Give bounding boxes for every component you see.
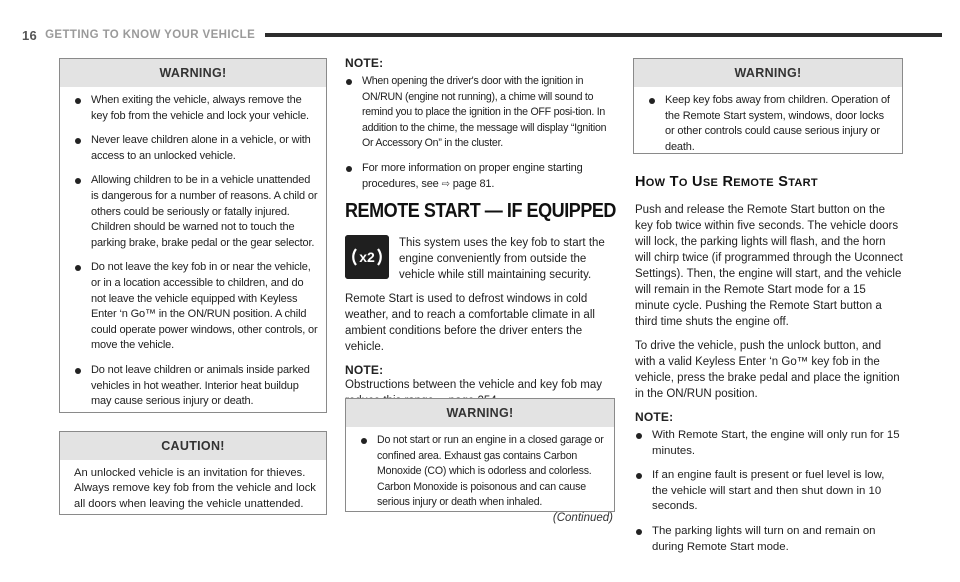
bullet-dot-icon <box>346 166 352 172</box>
warning-title: WARNING! <box>60 59 326 87</box>
section-heading: HOW TO USE REMOTE START <box>635 174 818 190</box>
warning-list <box>360 433 606 511</box>
bullet-dot-icon <box>636 433 642 439</box>
bullet-dot-icon <box>75 98 81 104</box>
page-number: 16 <box>22 27 38 43</box>
svg-text:x2: x2 <box>359 249 375 266</box>
note-label: NOTE: <box>635 410 674 424</box>
bullet-dot-icon <box>75 178 81 184</box>
caution-text: An unlocked vehicle is an invitation for thieves. Always remove key fob from the vehicle and lock all doors when leaving the vehicle unattended. <box>74 467 316 510</box>
caution-title: CAUTION! <box>60 432 326 460</box>
list-item: Do not start or run an engine in a closed garage or confined area. Exhaust gas contains Carbon Monoxide (CO) which is odorless and colorless. Carbon Monoxide is poisonous and can cause serious injury or death when inhaled. <box>360 433 606 511</box>
note-label: NOTE: <box>345 56 384 70</box>
warning-box-garage <box>345 398 615 512</box>
bullet-dot-icon <box>75 368 81 374</box>
note-list <box>635 428 903 555</box>
list-item: With Remote Start, the engine will only run for 15 minutes. <box>635 428 903 459</box>
page-reference-link[interactable]: page 81. <box>452 177 495 190</box>
list-item: For more information on proper engine starting procedures, see ⇨ page 81. <box>345 161 615 192</box>
list-item: When opening the driver's door with the ignition in ON/RUN (engine not running), a chime will sound to remind you to place the ignition in the OFF posi-tion. In addition to the chime, the message will display “Ignition Or Accessory On” in the cluster. <box>345 74 615 152</box>
intro-text: This system uses the key fob to start the engine conveniently from outside the vehicle while still maintaining security. <box>399 237 605 282</box>
warning-title: WARNING! <box>346 399 614 427</box>
page-reference-arrow-icon: ⇨ <box>441 178 450 190</box>
note-list <box>345 74 615 192</box>
list-item: If an engine fault is present or fuel level is low, the vehicle will start and then shut down in 10 seconds. <box>635 468 903 515</box>
intro-block <box>345 235 615 291</box>
header-rule <box>265 33 942 37</box>
list-item: The parking lights will turn on and remain on during Remote Start mode. <box>635 524 903 555</box>
warning-title: WARNING! <box>634 59 902 87</box>
list-item: Do not leave the key fob in or near the vehicle, or in a location accessible to children, and do not leave the vehicle equipped with Keyless Enter ‘n Go™ in the ON/RUN position. A child could operate power windows, other controls, or move the vehicle. <box>74 260 318 354</box>
key-fob-x2-icon <box>345 235 389 279</box>
warning-box-keyfobs <box>633 58 903 154</box>
list-item: When exiting the vehicle, always remove the key fob from the vehicle and lock your vehicle. <box>74 93 318 124</box>
middle-column <box>345 56 615 418</box>
right-column <box>635 160 903 555</box>
page-header <box>22 24 942 46</box>
list-item: Allowing children to be in a vehicle unattended is dangerous for a number of reasons. A child or others could be seriously or fatally injured. Children should be warned not to touch the parking brake, brake pedal or the gear selector. <box>74 173 318 251</box>
bullet-dot-icon <box>636 473 642 479</box>
warning-box-children <box>59 58 327 413</box>
note-label: NOTE: <box>345 363 384 378</box>
bullet-dot-icon <box>649 98 655 104</box>
continued-label: (Continued) <box>552 512 613 524</box>
section-title: REMOTE START — IF EQUIPPED <box>345 200 616 223</box>
list-item: Never leave children alone in a vehicle, or with access to an unlocked vehicle. <box>74 133 318 164</box>
warning-list <box>648 93 894 155</box>
range-note: Obstructions between the vehicle and key fob may <box>345 377 615 410</box>
bullet-dot-icon <box>346 79 352 85</box>
list-item: Do not leave children or animals inside parked vehicles in hot weather. Interior heat buildup may cause serious injury or death. <box>74 363 318 410</box>
bullet-dot-icon <box>75 265 81 271</box>
paragraph: Push and release the Remote Start button on the key fob twice within five seconds. The vehicle doors will lock, the parking lights will flash, and the horn will chirp twice (if programmed through the Uconnect Settings). Then, the engine will start, and the vehicle will remain in the Remote Start mode for a 15 minute cycle. Pushing the Remote Start button a third time shuts the engine off. <box>635 204 903 328</box>
bullet-dot-icon <box>636 529 642 535</box>
chapter-title: GETTING TO KNOW YOUR VEHICLE <box>45 29 256 41</box>
remote-start-paragraph: Remote Start is used to defrost windows in cold weather, and to reach a comfortable climate in all ambient conditions before the driver enters the vehicle. <box>345 293 595 354</box>
warning-list <box>74 93 318 410</box>
bullet-dot-icon <box>75 138 81 144</box>
list-item: Keep key fobs away from children. Operation of the Remote Start system, windows, door locks or other controls could cause serious injury or death. <box>648 93 894 155</box>
caution-box <box>59 431 327 515</box>
bullet-dot-icon <box>361 438 367 444</box>
paragraph: To drive the vehicle, push the unlock button, and with a valid Keyless Enter ‘n Go™ key fob in the vehicle, press the brake pedal and place the ignition in the ON/RUN position. <box>635 340 900 400</box>
